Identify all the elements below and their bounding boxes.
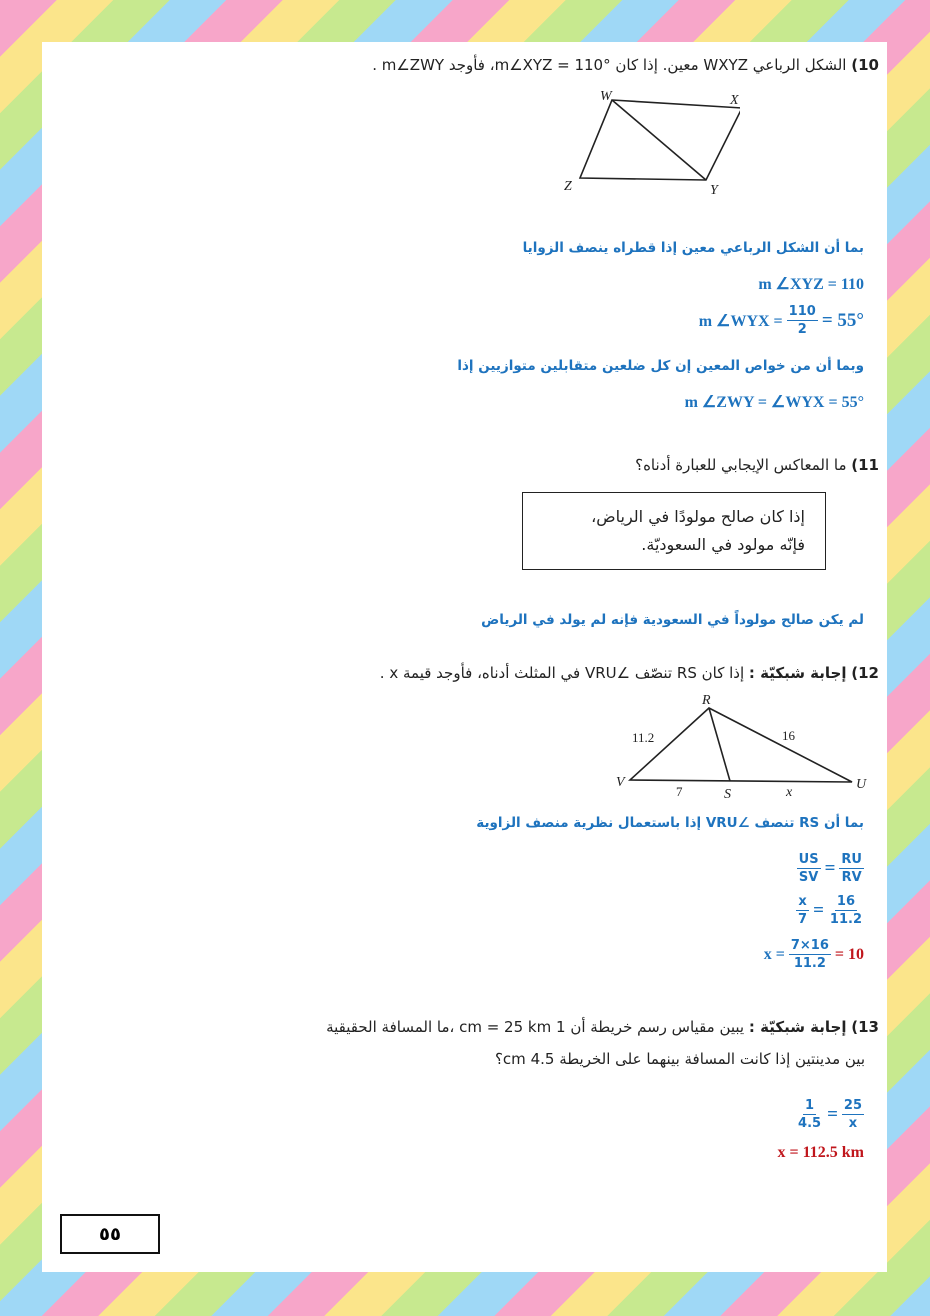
- diagonal-wy: [612, 100, 706, 180]
- q12-label: إجابة شبكيّة :: [748, 664, 847, 682]
- q12-solution: [764, 938, 864, 972]
- q12-text: إذا كان RS تنصّف ∠VRU في المثلث أدناه، فأوجد قيمة x .: [379, 664, 745, 682]
- triangle-figure: [612, 690, 877, 802]
- q13-g1-den: 4.5: [798, 1116, 822, 1131]
- q10-eq2-fraction: [787, 304, 818, 338]
- q12-f4-num: 16: [836, 894, 855, 909]
- q13-number: 13): [851, 1018, 879, 1036]
- q11-answer: لم يكن صالح مولوداً في السعودية فإنه لم يولد في الرياض: [481, 612, 864, 628]
- q12-f2-den: RV: [841, 870, 862, 885]
- q10-eq1: m ∠XYZ = 110: [758, 276, 864, 293]
- q13-text1: يبين مقياس رسم خريطة أن 1 cm = 25 km ،ما المسافة الحقيقية: [326, 1018, 745, 1036]
- q12-f1-num: US: [798, 852, 819, 867]
- q11-question: [635, 456, 879, 474]
- q10-eq2-num: 110: [788, 304, 816, 319]
- q12-f5-den: 11.2: [793, 956, 826, 971]
- q12-number: 12): [851, 664, 879, 682]
- label-r: R: [702, 693, 711, 708]
- q13-frac-1-45: [796, 1098, 823, 1132]
- bisector-rs: [709, 708, 730, 781]
- q12-f5-num: 7×16: [790, 938, 829, 953]
- q12-result: = 10: [834, 946, 864, 963]
- q11-statement-line1: إذا كان صالح مولودًا في الرياض،: [591, 507, 805, 526]
- q12-frac-product: [789, 938, 831, 972]
- q13-label: إجابة شبكيّة :: [748, 1018, 847, 1036]
- q10-eq2-den: 2: [797, 322, 807, 337]
- page-number: ٥٥: [99, 1223, 121, 1245]
- q10-eq3: m ∠ZWY = ∠WYX = 55°: [684, 394, 864, 411]
- label-y: Y: [710, 183, 718, 198]
- label-s: S: [724, 787, 731, 802]
- q10-text: الشكل الرباعي WXYZ معين. إذا كان m∠XYZ = 110°، فأوجد m∠ZWY .: [372, 56, 847, 74]
- q10-eq2: [699, 304, 864, 338]
- q12-x-left: x =: [763, 946, 785, 963]
- q12-f3-num: x: [798, 894, 807, 909]
- q12-frac-ru-rv: [839, 852, 864, 886]
- page-sheet: [42, 42, 887, 1272]
- q11-number: 11): [851, 456, 879, 474]
- label-z: Z: [564, 179, 572, 194]
- q12-frac-us-sv: [797, 852, 821, 886]
- label-w: W: [600, 90, 612, 104]
- label-u: U: [856, 777, 867, 792]
- q12-eq-sign1: =: [824, 858, 836, 879]
- triangle-vru: [630, 708, 852, 782]
- q10-answer-line2: وبما أن من خواص المعين إن كل ضلعين متقابلين متوازيين إذا: [457, 358, 864, 374]
- q13-g2-num: 25: [843, 1098, 862, 1113]
- q13-result: x = 112.5 km: [777, 1144, 864, 1161]
- q10-eq2-right: = 55°: [821, 310, 864, 331]
- q13-eq-sign: =: [827, 1104, 838, 1125]
- q12-answer-line: بما أن RS تنصف ∠VRU إذا باستعمال نظرية منصف الزاوية: [476, 815, 864, 831]
- q13-proportion: [796, 1098, 864, 1132]
- q12-eq-sign2: =: [813, 900, 824, 921]
- label-ru: 16: [782, 728, 795, 743]
- q10-eq2-left: m ∠WYX =: [698, 313, 783, 330]
- q13-question-line1: [326, 1018, 879, 1036]
- q13-g1-num: 1: [805, 1098, 815, 1113]
- q12-f3-den: 7: [798, 912, 808, 927]
- q13-question-line2: بين مدينتين إذا كانت المسافة بينهما على الخريطة 4.5 cm؟: [494, 1050, 865, 1068]
- q13-frac-25-x: [842, 1098, 864, 1132]
- q13-g2-den: x: [848, 1116, 858, 1131]
- q12-f1-den: SV: [798, 870, 819, 885]
- q12-f2-num: RU: [841, 852, 862, 867]
- label-x: X: [730, 93, 739, 108]
- q12-proportion2: [796, 894, 864, 928]
- page-number-box: [60, 1214, 160, 1254]
- q10-number: 10): [851, 56, 879, 74]
- label-su: x: [786, 785, 793, 800]
- q12-frac-16-112: [828, 894, 864, 928]
- q10-question: [372, 56, 879, 74]
- q12-question: [380, 664, 879, 682]
- label-v: V: [616, 775, 625, 790]
- q11-statement-line2: فإنّه مولود في السعوديّة.: [641, 535, 805, 554]
- q11-statement-box: [522, 492, 826, 570]
- q12-frac-x-7: [796, 894, 809, 928]
- q12-f4-den: 11.2: [829, 912, 862, 927]
- q11-text: ما المعاكس الإيجابي للعبارة أدناه؟: [635, 456, 847, 474]
- q12-proportion1: [797, 852, 864, 886]
- label-vs: 7: [676, 784, 683, 799]
- q10-answer-line1: بما أن الشكل الرباعي معين إذا قطراه ينصف الزوايا: [522, 240, 864, 256]
- rhombus-figure: [560, 90, 740, 200]
- label-rv: 11.2: [632, 730, 655, 745]
